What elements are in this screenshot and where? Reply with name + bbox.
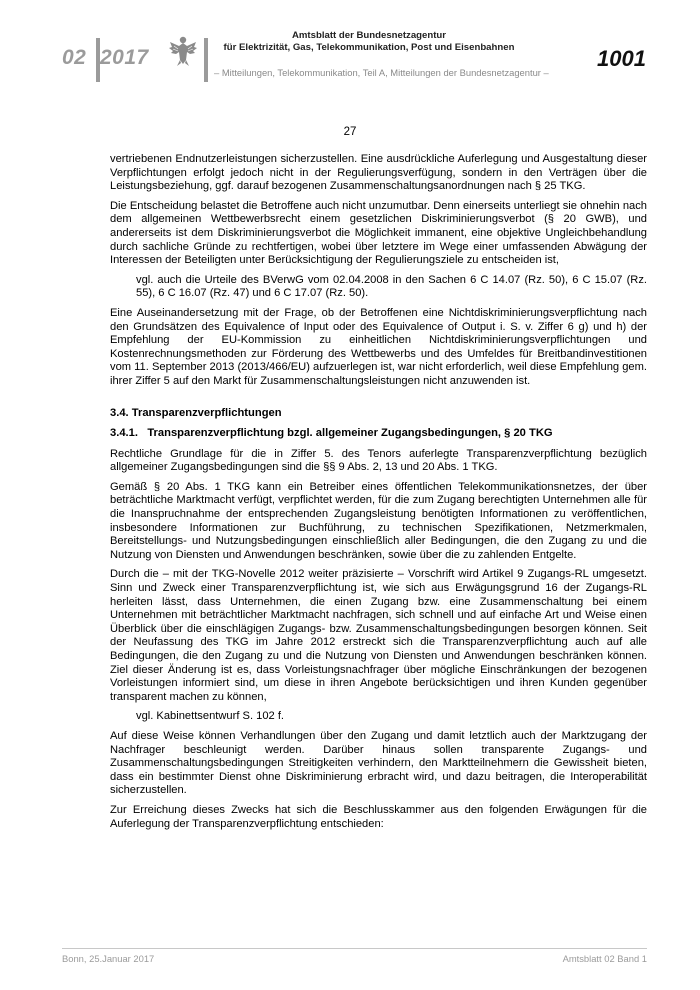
paragraph: Rechtliche Grundlage für die in Ziffer 5. des Tenors auferlegte Transparenzverpflichtung bezüglich allgemeiner Zugangsbedingungen sind die §§ 9 Abs. 2, 13 und 20 Abs. 1 TKG. bbox=[110, 447, 647, 474]
subsection-heading: 3.4.1. Transparenzverpflichtung bzgl. allgemeiner Zugangsbedingungen, § 20 TKG bbox=[110, 427, 553, 440]
inner-page-number: 27 bbox=[343, 126, 357, 138]
paragraph: Zur Erreichung dieses Zwecks hat sich die Beschlusskammer aus den folgenden Erwägungen für die Auferlegung der Transparenzverpflichtung entschieden: bbox=[110, 803, 647, 830]
section-heading: 3.4. Transparenzverpflichtungen bbox=[110, 406, 282, 419]
gazette-title bbox=[214, 30, 524, 54]
issue-year: 2017 bbox=[100, 46, 149, 69]
paragraph: Gemäß § 20 Abs. 1 TKG kann ein Betreiber eines öffentlichen Telekommunikationsnetzes, der über beträchtliche Marktmacht verfügt, verpflichtet werden, für die zum Zugang berechtigten Unternehmen alle für die Inanspruchnahme der entsprechenden Zugangsleistung benötigten Informationen zu veröffentlichen, insbesondere Informationen zur Buchführung, zu technischen Spezifikationen, Netzmerkmalen, Bereitstellungs- und Nutzungsbedingungen einschließlich aller Bedingungen, die den Zugang zu und die Nutzung von Diensten und Anwendungen beschränken, sowie über die zu zahlenden Entgelte. bbox=[110, 480, 647, 561]
page-number: 1001 bbox=[597, 46, 646, 71]
paragraph: Die Entscheidung belastet die Betroffene auch nicht unzumutbar. Denn einerseits unterliegt sie ohnehin nach dem allgemeinen Wettbewerbsrecht einem gesetzlichen Diskriminierungsverbot (§ 20 GWB), und andererseits ist dem Diskriminierungsverbot die Möglichkeit immanent, eine objektive Ungleichbehandlung durch sachliche Gründe zu rechtfertigen, wobei über letztere im Wege einer umfassenden Abwägung der Interessen der Beteiligten unter Berücksichtigung der Regulierungsziele zu entscheiden ist, bbox=[110, 199, 647, 267]
gazette-title-line2: für Elektrizität, Gas, Telekommunikation, Post und Eisenbahnen bbox=[223, 42, 515, 53]
footer-date: Bonn, 25.Januar 2017 bbox=[62, 953, 155, 964]
header-divider-right bbox=[204, 38, 208, 82]
issue-number: 02 bbox=[62, 46, 87, 69]
citation-paragraph: vgl. auch die Urteile des BVerwG vom 02.04.2008 in den Sachen 6 C 14.07 (Rz. 50), 6 C 15.07 (Rz. 55), 6 C 16.07 (Rz. 47) und 6 C 17.07 (Rz. 50). bbox=[136, 273, 647, 300]
document-body bbox=[110, 153, 647, 837]
paragraph: vertriebenen Endnutzerleistungen sicherzustellen. Eine ausdrückliche Auferlegung und Ausgestaltung dieser Verpflichtungen erfolgt jedoch nicht in der Regulierungsverfügung, sondern in den Verträgen über die Leistungsbeziehung, ggf. darauf bezogenen Zusammenschaltungsanordnungen nach § 25 TKG. bbox=[110, 153, 647, 193]
paragraph: Durch die – mit der TKG-Novelle 2012 weiter präzisierte – Vorschrift wird Artikel 9 Zugangs-RL umgesetzt. Sinn und Zweck einer Transparenzverpflichtung ist, wie sich aus Erwägungsgrund 16 der Zugangs-RL herleiten lässt, dass Unternehmen, die einen Zugang bzw. eine Zusammenschaltung bei einem Unternehmen mit beträchtlicher Marktmacht nachfragen, sich schnell und auf einfache Art und Weise einen Überblick über die einschlägigen Zugangs- bzw. Zusammenschaltungsbedingungen besorgen können. Seit der Neufassung des TKG im Jahre 2012 erstreckt sich die Transparenzverpflichtung auch auf alle Bedingungen, die den Zugang zu und die Nutzung von Diensten und Anwendungen beschränken können. Ziel dieser Änderung ist es, dass Vorleistungsnachfrager über mögliche Einschränkungen der bezogenen Vorleistungen informiert sind, um diese in ihren Angebote berücksichtigen und ihren Kunden gegenüber transparent machen zu können, bbox=[110, 568, 647, 703]
citation-paragraph: vgl. Kabinettsentwurf S. 102 f. bbox=[136, 710, 285, 723]
gazette-title-line1: Amtsblatt der Bundesnetzagentur bbox=[291, 30, 447, 41]
paragraph: Eine Auseinandersetzung mit der Frage, ob der Betroffenen eine Nichtdiskriminierungsverpflichtung nach den Grundsätzen des Equivalence of Input oder des Equivalence of Output i. S. v. Ziffer 6 g) und h) der Empfehlung der EU-Kommission zu einheitlichen Nichtdiskriminierungsverpflichtungen und Kostenrechnungsmethoden zur Förderung des Wettbewerbs und des Umfeldes für Breitbandinvestitionen vom 11. September 2013 (2013/466/EU) aufzuerlegen ist, war nicht erforderlich, weil diese Empfehlung gem. ihrer Ziffer 5 auf den Markt für Zusammenschaltungsleistungen nicht anzuwenden ist. bbox=[110, 306, 647, 387]
gazette-subtitle: – Mitteilungen, Telekommunikation, Teil A, Mitteilungen der Bundesnetzagentur – bbox=[214, 67, 549, 78]
header-divider-left bbox=[96, 38, 100, 82]
federal-eagle-icon bbox=[168, 34, 198, 68]
footer-divider bbox=[62, 948, 647, 949]
paragraph: Auf diese Weise können Verhandlungen über den Zugang und damit letztlich auch der Marktzugang der Nachfrager beschleunigt werden. Darüber hinaus sollen transparente Zugangs- und Zusammenschaltungsbedingungen Streitigkeiten verhindern, den Marktteilnehmern die Gewissheit bieten, dass ein bestimmter Dienst ohne Diskriminierung erbracht wird, und dazu beitragen, die Interoperabilität sicherzustellen. bbox=[110, 729, 647, 797]
footer-volume: Amtsblatt 02 Band 1 bbox=[562, 953, 647, 964]
